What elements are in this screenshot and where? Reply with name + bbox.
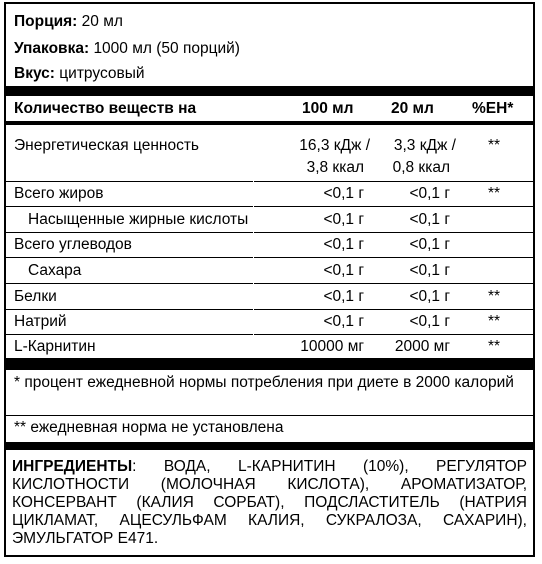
row-sugars-20: <0,1 г	[409, 262, 450, 279]
table-header-name: Количество веществ на	[14, 100, 197, 117]
row-protein-name: Белки	[14, 288, 57, 305]
row-energy-100-line1: 16,3 кДж /	[299, 137, 370, 154]
nutrition-label	[4, 2, 535, 557]
row-sodium-name: Натрий	[14, 313, 67, 330]
thick-divider-ingredients	[6, 442, 533, 450]
table-header-100ml: 100 мл	[302, 100, 354, 117]
package-value: 1000 мл (50 порций)	[93, 40, 240, 57]
row-saturated-20: <0,1 г	[409, 211, 450, 228]
row-saturated-100: <0,1 г	[323, 211, 364, 228]
row-energy-en: **	[488, 137, 501, 154]
row-sugars-100: <0,1 г	[323, 262, 364, 279]
table-header-en: %ЕН*	[472, 100, 514, 117]
package-label: Упаковка:	[14, 40, 90, 57]
row-protein-20: <0,1 г	[409, 288, 450, 305]
row-energy-20-line1: 3,3 кДж /	[393, 137, 456, 154]
row-fat-100: <0,1 г	[323, 185, 364, 202]
row-sodium-20: <0,1 г	[409, 313, 450, 330]
footnote-1: * процент ежедневной нормы потребления при диете в 2000 калорий	[14, 374, 514, 391]
row-divider	[6, 257, 533, 258]
footnote-2: ** ежедневная норма не установлена	[14, 419, 284, 436]
row-fat-20: <0,1 г	[409, 185, 450, 202]
row-carnitine-name: L-Карнитин	[14, 338, 96, 355]
table-header-20ml: 20 мл	[391, 100, 434, 117]
thick-divider-bottom	[6, 358, 533, 370]
column-gap	[253, 125, 254, 360]
row-carnitine-100: 10000 мг	[300, 338, 364, 355]
row-sodium-100: <0,1 г	[323, 313, 364, 330]
footnote-divider	[6, 415, 533, 416]
ingredients-label: ИНГРЕДИЕНТЫ	[12, 458, 133, 475]
ingredients-text: : ВОДА, L-КАРНИТИН (10%), РЕГУЛЯТОР КИСЛОТНОСТИ (МОЛОЧНАЯ КИСЛОТА), АРОМАТИЗАТОР, КОНСЕРВАНТ (КАЛИЯ СОРБАТ), ПОДСЛАСТИТЕЛЬ (НАТРИЯ ЦИКЛАМАТ, АЦЕСУЛЬФАМ КАЛИЯ, СУКРАЛОЗА, САХАРИН), ЭМУЛЬГАТОР Е471.	[12, 458, 527, 547]
row-saturated-name: Насыщенные жирные кислоты	[28, 211, 249, 228]
row-carnitine-en: **	[488, 338, 501, 355]
package-line	[14, 40, 240, 58]
row-fat-name: Всего жиров	[14, 185, 104, 202]
row-carbs-100: <0,1 г	[323, 236, 364, 253]
row-divider	[6, 309, 533, 310]
taste-line	[14, 65, 145, 83]
row-divider	[6, 283, 533, 284]
taste-label: Вкус:	[14, 65, 55, 82]
portion-line	[14, 13, 123, 31]
row-energy-20-line2: 0,8 ккал	[392, 159, 450, 176]
row-sodium-en: **	[488, 313, 501, 330]
ingredients-block	[12, 458, 527, 548]
row-divider	[6, 181, 533, 182]
row-energy-100-line2: 3,8 ккал	[306, 159, 364, 176]
header-divider	[6, 121, 533, 125]
row-fat-en: **	[488, 185, 501, 202]
taste-value: цитрусовый	[59, 65, 145, 82]
thick-divider-top	[6, 86, 533, 96]
row-divider	[6, 334, 533, 335]
portion-label: Порция:	[14, 13, 78, 30]
row-carnitine-20: 2000 мг	[394, 338, 450, 355]
row-divider	[6, 232, 533, 233]
row-carbs-name: Всего углеводов	[14, 236, 132, 253]
row-sugars-name: Сахара	[28, 262, 82, 279]
portion-value: 20 мл	[81, 13, 123, 30]
row-protein-en: **	[488, 288, 501, 305]
row-protein-100: <0,1 г	[323, 288, 364, 305]
row-energy-name: Энергетическая ценность	[14, 137, 199, 154]
row-carbs-20: <0,1 г	[409, 236, 450, 253]
row-divider	[6, 206, 533, 207]
